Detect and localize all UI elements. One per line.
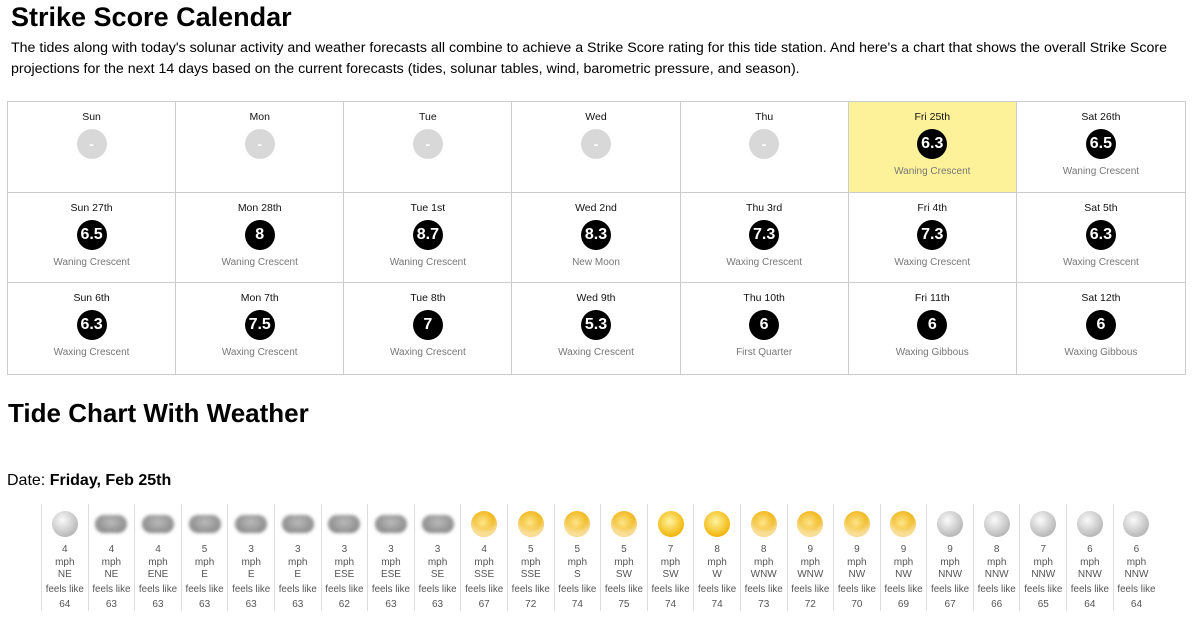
weather-hour-column — [973, 504, 1020, 611]
wind-unit: mph — [707, 556, 727, 568]
calendar-day-label: Sat 12th — [1081, 292, 1121, 305]
strike-score-badge: - — [581, 129, 611, 159]
strike-score-badge: 6.3 — [77, 310, 107, 340]
moon-icon — [42, 504, 88, 544]
wind-direction: SE — [430, 569, 445, 581]
wind-unit: mph — [847, 556, 867, 568]
weather-hour-column — [1113, 504, 1160, 611]
weather-hour-column — [1019, 504, 1066, 611]
feels-like-temp: 72 — [804, 598, 816, 610]
sun-cloud-icon — [834, 504, 880, 544]
calendar-day-label: Wed 9th — [576, 292, 616, 305]
calendar-day-cell[interactable] — [8, 102, 176, 193]
wind-speed: 8 — [993, 544, 1000, 555]
feels-like-temp: 63 — [292, 598, 304, 610]
moon-phase-label: New Moon — [572, 256, 620, 268]
cloud-icon — [89, 504, 135, 544]
feels-like-temp: 67 — [944, 598, 956, 610]
feels-like-label: feels like — [45, 583, 84, 595]
moon-phase-label: Waxing Crescent — [389, 347, 466, 359]
feels-like-label: feels like — [604, 583, 643, 595]
wind-direction: SSE — [474, 569, 495, 581]
wind-direction: NW — [848, 569, 866, 581]
moon-icon — [974, 504, 1020, 544]
feels-like-label: feels like — [1024, 583, 1063, 595]
feels-like-temp: 63 — [245, 598, 257, 610]
sun-cloud-icon — [741, 504, 787, 544]
calendar-day-cell[interactable] — [344, 193, 512, 284]
wind-speed: 4 — [62, 544, 68, 555]
wind-speed: 4 — [108, 544, 115, 555]
wind-speed: 4 — [481, 544, 487, 555]
feels-like-temp: 74 — [664, 598, 677, 610]
weather-hour-column — [227, 504, 274, 611]
feels-like-temp: 74 — [711, 598, 723, 610]
moon-icon — [1114, 504, 1160, 544]
moon-phase-label: First Quarter — [736, 347, 793, 359]
feels-like-label: feels like — [931, 583, 970, 595]
feels-like-label: feels like — [465, 583, 504, 595]
weather-hour-column — [134, 504, 181, 611]
calendar-day-label: Fri 4th — [917, 201, 948, 214]
wind-speed: 8 — [760, 544, 767, 555]
feels-like-temp: 72 — [525, 598, 537, 610]
page-title: Strike Score Calendar — [11, 2, 292, 32]
wind-speed: 9 — [807, 544, 814, 555]
calendar-day-cell[interactable] — [1017, 102, 1185, 193]
feels-like-label: feels like — [138, 583, 178, 595]
calendar-day-label: Mon 7th — [240, 292, 279, 305]
strike-score-badge: 7.3 — [749, 220, 779, 250]
calendar-day-label: Tue — [418, 111, 437, 123]
sun-cloud-icon — [788, 504, 834, 544]
wind-direction: W — [712, 569, 722, 581]
weather-hour-column — [41, 504, 88, 611]
sun-cloud-icon — [601, 504, 647, 544]
calendar-day-label: Wed — [585, 111, 607, 123]
strike-score-badge: 6.3 — [917, 129, 947, 159]
wind-direction: ESE — [380, 569, 401, 581]
cloud-icon — [322, 504, 368, 544]
wind-unit: mph — [55, 556, 75, 568]
sun-cloud-icon — [508, 504, 554, 544]
wind-speed: 8 — [714, 544, 720, 555]
calendar-day-cell[interactable] — [681, 283, 849, 374]
weather-hour-column — [926, 504, 973, 611]
strike-score-badge: - — [245, 129, 275, 159]
weather-hour-column — [787, 504, 834, 611]
wind-unit: mph — [753, 556, 774, 568]
cloud-icon — [368, 504, 414, 544]
strike-score-badge: - — [749, 129, 779, 159]
feels-like-temp: 63 — [431, 598, 444, 610]
calendar-day-cell[interactable] — [1017, 193, 1185, 284]
wind-direction: E — [201, 569, 208, 581]
wind-speed: 9 — [900, 544, 907, 555]
weather-hour-column — [507, 504, 554, 611]
wind-unit: mph — [986, 556, 1007, 568]
calendar-day-label: Sun — [82, 111, 101, 123]
strike-score-badge: 8.3 — [581, 220, 611, 250]
calendar-day-label: Sat 5th — [1084, 201, 1118, 214]
weather-hour-column — [600, 504, 647, 611]
wind-unit: mph — [427, 556, 448, 568]
wind-speed: 3 — [388, 544, 394, 555]
moon-phase-label: Waxing Crescent — [726, 256, 803, 268]
weather-hour-column — [88, 504, 135, 611]
calendar-day-label: Sat 26th — [1081, 111, 1121, 123]
feels-like-temp: 64 — [59, 598, 71, 610]
wind-unit: mph — [567, 556, 588, 568]
wind-unit: mph — [614, 556, 634, 568]
moon-phase-label: Waning Crescent — [53, 256, 130, 268]
wind-speed: 6 — [1133, 544, 1140, 555]
calendar-day-cell[interactable] — [681, 102, 849, 193]
calendar-day-label: Thu — [755, 111, 774, 123]
calendar-day-label: Sun 27th — [70, 201, 113, 214]
feels-like-temp: 62 — [338, 598, 350, 610]
wind-unit: mph — [660, 556, 681, 568]
wind-unit: mph — [148, 556, 168, 568]
calendar-day-label: Thu 10th — [743, 292, 785, 305]
moon-phase-label: Waxing Crescent — [894, 256, 971, 268]
moon-icon — [1067, 504, 1113, 544]
weather-hour-column — [880, 504, 927, 611]
wind-speed: 3 — [434, 544, 441, 555]
moon-phase-label: Waxing Crescent — [221, 347, 298, 359]
moon-icon — [1020, 504, 1066, 544]
calendar-day-label: Tue 1st — [410, 201, 446, 214]
moon-phase-label: Waning Crescent — [389, 256, 467, 268]
weather-hour-column — [740, 504, 787, 611]
strike-score-badge: 7.5 — [245, 310, 275, 340]
calendar-day-cell[interactable] — [849, 283, 1017, 374]
wind-speed: 7 — [667, 544, 674, 555]
date-line — [7, 472, 171, 490]
wind-speed: 6 — [1087, 544, 1093, 555]
cloud-icon — [135, 504, 181, 544]
feels-like-label: feels like — [698, 583, 737, 595]
strike-score-badge: 6 — [749, 310, 779, 340]
moon-phase-label: Waxing Crescent — [53, 347, 130, 359]
wind-unit: mph — [800, 556, 821, 568]
wind-unit: mph — [381, 556, 401, 568]
moon-phase-label: Waxing Gibbous — [1064, 347, 1138, 359]
weather-hour-column — [414, 504, 461, 611]
wind-unit: mph — [1126, 556, 1147, 568]
calendar-day-label: Thu 3rd — [746, 201, 783, 214]
calendar-day-cell[interactable] — [512, 102, 680, 193]
tide-chart-title: Tide Chart With Weather — [8, 398, 309, 428]
moon-icon — [927, 504, 973, 544]
feels-like-label: feels like — [977, 583, 1016, 595]
wind-direction: WNW — [797, 569, 824, 581]
calendar-day-cell[interactable] — [8, 193, 176, 284]
calendar-day-cell[interactable] — [512, 283, 680, 374]
feels-like-label: feels like — [1117, 583, 1156, 595]
calendar-day-cell[interactable] — [681, 193, 849, 284]
calendar-day-cell[interactable] — [512, 193, 680, 284]
wind-unit: mph — [521, 556, 541, 568]
feels-like-temp: 66 — [991, 598, 1003, 610]
feels-like-temp: 63 — [385, 598, 397, 610]
calendar-day-label: Tue 8th — [410, 292, 446, 305]
calendar-day-label: Mon — [249, 111, 270, 123]
wind-speed: 4 — [155, 544, 161, 555]
sun-icon — [648, 504, 694, 544]
wind-speed: 3 — [341, 544, 348, 555]
feels-like-temp: 64 — [1130, 598, 1143, 610]
feels-like-label: feels like — [511, 583, 550, 595]
strike-score-badge: 7 — [413, 310, 443, 340]
feels-like-label: feels like — [1070, 583, 1109, 595]
feels-like-label: feels like — [278, 583, 317, 595]
strike-score-badge: 6.5 — [1086, 129, 1116, 159]
wind-speed: 3 — [294, 544, 301, 555]
calendar-day-cell[interactable] — [176, 102, 344, 193]
feels-like-temp: 70 — [851, 598, 863, 610]
wind-direction: NNW — [1124, 569, 1149, 581]
wind-direction: WNW — [750, 569, 777, 581]
wind-unit: mph — [474, 556, 494, 568]
feels-like-temp: 65 — [1037, 598, 1049, 610]
wind-speed: 9 — [854, 544, 860, 555]
moon-phase-label: Waxing Crescent — [1063, 256, 1139, 268]
sun-cloud-icon — [461, 504, 507, 544]
feels-like-label: feels like — [232, 583, 271, 595]
feels-like-label: feels like — [92, 583, 131, 595]
feels-like-temp: 63 — [105, 598, 117, 610]
wind-speed: 7 — [1040, 544, 1047, 555]
wind-direction: NE — [57, 569, 72, 581]
strike-score-badge: 8.7 — [413, 220, 443, 250]
strike-score-badge: 6.5 — [77, 220, 107, 250]
sun-cloud-icon — [555, 504, 601, 544]
moon-phase-label: Waning Crescent — [1062, 166, 1140, 177]
feels-like-temp: 74 — [571, 598, 583, 610]
feels-like-label: feels like — [418, 583, 457, 595]
wind-unit: mph — [334, 556, 355, 568]
wind-direction: E — [294, 569, 302, 581]
calendar-day-cell[interactable] — [849, 102, 1017, 193]
wind-unit: mph — [288, 556, 308, 568]
weather-hour-column — [321, 504, 368, 611]
sun-icon — [694, 504, 740, 544]
weather-hour-column — [647, 504, 694, 611]
strike-score-badge: 6 — [917, 310, 947, 340]
feels-like-label: feels like — [325, 583, 364, 595]
hourly-weather-strip — [41, 504, 1159, 611]
weather-hour-column — [460, 504, 507, 611]
feels-like-temp: 63 — [152, 598, 164, 610]
cloud-icon — [415, 504, 461, 544]
date-value: Friday, Feb 25th — [49, 472, 172, 489]
weather-hour-column — [1066, 504, 1113, 611]
feels-like-temp: 69 — [897, 598, 910, 610]
strike-score-badge: 8 — [245, 220, 275, 250]
feels-like-temp: 73 — [758, 598, 770, 610]
cloud-icon — [275, 504, 321, 544]
strike-score-badge: 7.3 — [917, 220, 947, 250]
wind-direction: NNW — [984, 569, 1009, 581]
calendar-day-cell[interactable] — [176, 193, 344, 284]
strike-score-badge: 6.3 — [1086, 220, 1116, 250]
calendar-day-label: Mon 28th — [237, 201, 282, 214]
wind-unit: mph — [101, 556, 122, 568]
moon-phase-label: Waxing Gibbous — [895, 347, 969, 359]
wind-direction: SW — [615, 569, 632, 581]
feels-like-label: feels like — [837, 583, 876, 595]
strike-score-badge: - — [77, 129, 107, 159]
feels-like-label: feels like — [791, 583, 830, 595]
wind-speed: 9 — [947, 544, 953, 555]
wind-unit: mph — [893, 556, 914, 568]
calendar-day-cell[interactable] — [176, 283, 344, 374]
sun-cloud-icon — [881, 504, 927, 544]
strike-score-calendar — [7, 101, 1186, 375]
feels-like-label: feels like — [185, 583, 224, 595]
calendar-day-label: Sun 6th — [73, 292, 110, 305]
wind-unit: mph — [194, 556, 215, 568]
wind-unit: mph — [241, 556, 261, 568]
calendar-day-cell[interactable] — [344, 102, 512, 193]
wind-unit: mph — [1080, 556, 1100, 568]
feels-like-temp: 67 — [478, 598, 490, 610]
strike-score-badge: 5.3 — [581, 310, 611, 340]
wind-direction: NNW — [938, 569, 963, 581]
feels-like-label: feels like — [371, 583, 411, 595]
weather-hour-column — [274, 504, 321, 611]
wind-speed: 5 — [201, 544, 208, 555]
wind-direction: ESE — [334, 569, 355, 581]
calendar-day-cell[interactable] — [849, 193, 1017, 284]
strike-score-badge: 6 — [1086, 310, 1116, 340]
wind-unit: mph — [1033, 556, 1053, 568]
wind-direction: ENE — [147, 569, 169, 581]
calendar-day-cell[interactable] — [8, 283, 176, 374]
intro-text: The tides along with today's solunar activity and weather forecasts all combine to achieve a Strike Score rating for this tide station. And here's a chart that shows the overall Strike Score projections for the next 14 days based on the current forecasts (tides, solunar tables, wind, barometric pressure, and season). — [11, 40, 1167, 77]
wind-speed: 5 — [621, 544, 627, 555]
date-label: Date: — [7, 472, 46, 489]
wind-direction: NNW — [1031, 569, 1056, 581]
calendar-day-label: Fri 11th — [914, 292, 950, 305]
weather-hour-column — [181, 504, 228, 611]
wind-unit: mph — [940, 556, 960, 568]
weather-hour-column — [693, 504, 740, 611]
weather-hour-column — [554, 504, 601, 611]
weather-hour-column — [367, 504, 414, 611]
feels-like-temp: 64 — [1084, 598, 1096, 610]
wind-direction: S — [573, 569, 581, 581]
wind-direction: NW — [895, 569, 912, 581]
wind-direction: SW — [662, 569, 679, 581]
cloud-icon — [182, 504, 228, 544]
wind-direction: E — [247, 569, 255, 581]
wind-speed: 5 — [527, 544, 534, 555]
strike-score-badge: - — [413, 129, 443, 159]
calendar-day-label: Fri 25th — [914, 111, 951, 123]
calendar-day-label: Wed 2nd — [575, 201, 617, 214]
feels-like-label: feels like — [884, 583, 923, 595]
calendar-day-cell[interactable] — [1017, 283, 1185, 374]
moon-phase-label: Waning Crescent — [894, 166, 971, 177]
wind-speed: 5 — [574, 544, 581, 555]
wind-direction: NNW — [1077, 569, 1102, 581]
feels-like-label: feels like — [558, 583, 597, 595]
feels-like-temp: 75 — [618, 598, 630, 610]
weather-hour-column — [833, 504, 880, 611]
cloud-icon — [228, 504, 274, 544]
wind-speed: 3 — [248, 544, 254, 555]
wind-direction: NE — [104, 569, 119, 581]
feels-like-temp: 63 — [199, 598, 211, 610]
moon-phase-label: Waning Crescent — [221, 256, 298, 268]
feels-like-label: feels like — [651, 583, 690, 595]
feels-like-label: feels like — [744, 583, 783, 595]
wind-direction: SSE — [520, 569, 541, 581]
calendar-day-cell[interactable] — [344, 283, 512, 374]
moon-phase-label: Waxing Crescent — [558, 347, 634, 359]
